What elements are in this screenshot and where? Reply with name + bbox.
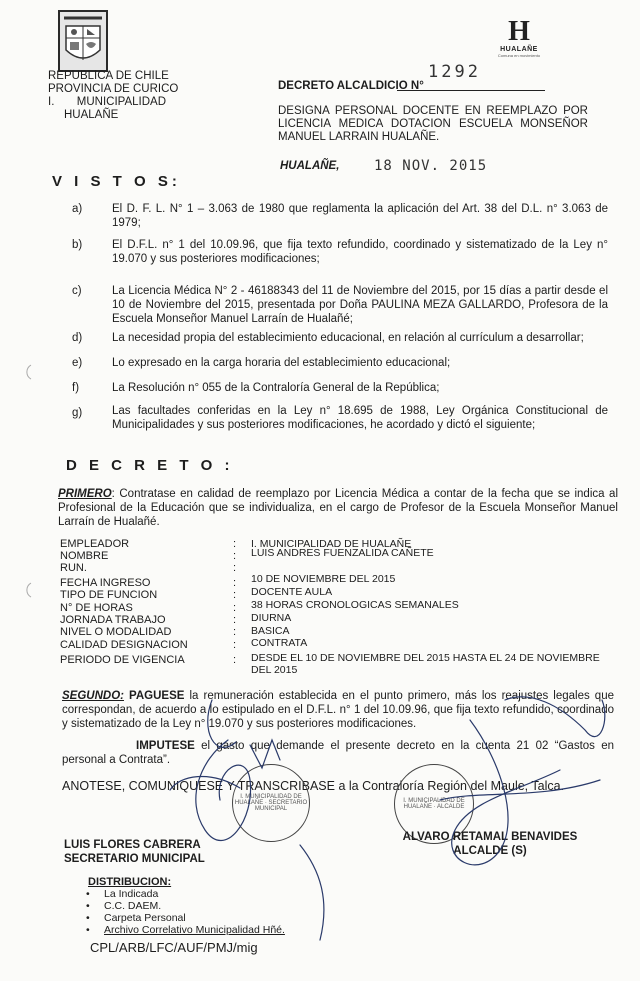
distribution-item: • Carpeta Personal xyxy=(86,912,285,924)
header-line: HUALAÑE xyxy=(48,109,119,121)
vistos-item: Lo expresado en la carga horaria del establecimiento educacional; xyxy=(112,357,451,369)
field-value: 10 DE NOVIEMBRE DEL 2015 xyxy=(251,573,396,585)
distribution-heading: DISTRIBUCION: xyxy=(88,876,172,888)
field-colon: : xyxy=(233,538,237,550)
field-label: CALIDAD DESIGNACION xyxy=(60,639,188,651)
field-value: BASICA xyxy=(251,625,290,637)
field-value: I. MUNICIPALIDAD DE HUALAÑE xyxy=(251,538,412,550)
stamp-text: I. MUNICIPALIDAD DE HUALAÑE · SECRETARIO MUNICIPAL xyxy=(234,794,308,812)
imputese-verb: IMPUTESE xyxy=(136,740,195,752)
distribution-list xyxy=(86,888,285,936)
vistos-heading: V I S T O S: xyxy=(52,173,181,190)
field-value: DIURNA xyxy=(251,612,292,624)
header-line: PROVINCIA DE CURICO xyxy=(48,83,179,95)
signatory-name: LUIS FLORES CABRERA xyxy=(64,839,201,851)
field-colon: : xyxy=(233,626,237,638)
brand-subtitle: Comuna en movimiento xyxy=(497,53,541,58)
field-label: TIPO DE FUNCION xyxy=(60,589,158,601)
vistos-item: El D.F.L. n° 1 del 10.09.96, que fija texto refundido, coordinado y sistematizado de la Ley n° 19.070 y sus posteriores modificaciones; xyxy=(112,239,608,265)
signatory-name: ALVARO RETAMAL BENAVIDES xyxy=(402,831,578,843)
vistos-letter: c) xyxy=(72,285,82,297)
field-label: N° DE HORAS xyxy=(60,602,133,614)
signatory-title: ALCALDE (S) xyxy=(453,845,527,857)
vistos-item: La necesidad propia del establecimiento educacional, en relación al currículum a desarrollar; xyxy=(112,332,584,344)
imputese-paragraph xyxy=(62,739,614,767)
primero-text: : Contratase en calidad de reemplazo por Licencia Médica a contar de la fecha que se indica al Profesional de la Educación que se individualiza, en el cargo de Profesor de la Escuela Monseñor Manuel Larraín de Hualañé. xyxy=(58,488,618,528)
brand-mark: H xyxy=(508,16,530,47)
field-label: NOMBRE xyxy=(60,550,109,562)
brand-title: HUALAÑE xyxy=(500,46,538,53)
field-value: CONTRATA xyxy=(251,637,308,649)
field-colon: : xyxy=(233,550,237,562)
anotese-line: ANOTESE, COMUNIQUESE Y TRANSCRIBASE a la Contraloría Región del Maule, Talca. xyxy=(62,779,565,793)
vistos-item: Las facultades conferidas en la Ley n° 18.695 de 1988, Ley Orgánica Constitucional de Municipalidades y sus posteriores modificaciones, he acordado y dictó el siguiente; xyxy=(112,405,608,431)
decree-number-stamp: 1292 xyxy=(428,62,481,82)
vistos-item: La Licencia Médica N° 2 - 46188343 del 11 de Noviembre del 2015, por 15 días a partir desde el 10 de Noviembre del 2015, presentada por Doña PAULINA MEZA GALLARDO, Profesora de la Escuela Monseñor Manuel Larraín de Hualañé; xyxy=(112,285,608,325)
segundo-label: SEGUNDO: xyxy=(62,690,124,702)
decree-number-line xyxy=(397,90,545,91)
vistos-letter: e) xyxy=(72,357,83,369)
primero-paragraph xyxy=(58,487,618,529)
mayor-signature-block xyxy=(390,830,590,858)
secretary-signature-block xyxy=(64,838,205,866)
stamp-text: I. MUNICIPALIDAD DE HUALAÑE · ALCALDE xyxy=(403,798,465,810)
secretary-seal-stamp xyxy=(232,764,310,842)
decree-date-stamp: 18 NOV. 2015 xyxy=(374,158,488,174)
vistos-letter: d) xyxy=(72,332,83,344)
imputese-text: el gasto que demande el presente decreto en la cuenta 21 02 “Gastos en personal a Contrata”. xyxy=(62,740,614,766)
vistos-item: La Resolución n° 055 de la Contraloría General de la República; xyxy=(112,382,440,394)
field-colon: : xyxy=(233,614,237,626)
vistos-item: El D. F. L. N° 1 – 3.063 de 1980 que reglamenta la aplicación del Art. 38 del D.L. n° 3.063 de 1979; xyxy=(112,203,608,229)
hole-punch-mark xyxy=(16,580,36,600)
segundo-paragraph xyxy=(62,689,614,731)
field-colon: : xyxy=(233,589,237,601)
signatory-title: SECRETARIO MUNICIPAL xyxy=(64,853,205,865)
field-label: NIVEL O MODALIDAD xyxy=(60,626,172,638)
vistos-letter: b) xyxy=(72,239,83,251)
field-label: FECHA INGRESO xyxy=(60,577,151,589)
municipal-coat-of-arms-logo xyxy=(58,10,108,72)
vistos-letter: g) xyxy=(72,407,83,419)
hualane-brand-logo xyxy=(496,18,542,58)
segundo-text: la remuneración establecida en el punto primero, más los reajustes legales que correspondan, de acuerdo a lo estipulado en el D.F.L. n° 1 del 10.09.96, que fija texto refundido, coordinado y sistematizado de la Ley n° 19.070 y sus posteriores modificaciones. xyxy=(62,690,614,730)
field-value: 38 HORAS CRONOLOGICAS SEMANALES xyxy=(251,599,459,611)
field-colon: : xyxy=(233,639,237,651)
field-label: EMPLEADOR xyxy=(60,538,130,550)
initials-line: CPL/ARB/LFC/AUF/PMJ/mig xyxy=(90,940,258,955)
issuer-header xyxy=(48,70,178,122)
field-label: JORNADA TRABAJO xyxy=(60,614,166,626)
field-value: DOCENTE AULA xyxy=(251,586,333,598)
field-colon: : xyxy=(233,602,237,614)
field-colon: : xyxy=(233,654,237,666)
distribution-item: • C.C. DAEM. xyxy=(86,900,285,912)
field-label: PERIODO DE VIGENCIA xyxy=(60,654,185,666)
vistos-letter: f) xyxy=(72,382,80,394)
distribution-item: • La Indicada xyxy=(86,888,285,900)
segundo-verb: PAGUESE xyxy=(129,690,185,702)
primero-label: PRIMERO xyxy=(58,488,112,500)
field-colon: : xyxy=(233,577,237,589)
decree-place: HUALAÑE, xyxy=(280,160,340,172)
vistos-letter: a) xyxy=(72,203,83,215)
decree-label: DECRETO ALCALDICIO N° xyxy=(278,80,424,92)
field-label: RUN. xyxy=(60,562,87,574)
decree-subject: DESIGNA PERSONAL DOCENTE EN REEMPLAZO POR LICENCIA MEDICA DOTACION ESCUELA MONSEÑOR MANUEL LARRAIN HUALAÑE. xyxy=(278,105,588,143)
distribution-item: • Archivo Correlativo Municipalidad Hñé. xyxy=(86,924,285,936)
field-colon: : xyxy=(233,562,237,574)
decreto-heading: D E C R E T O : xyxy=(66,457,234,474)
field-value: DESDE EL 10 DE NOVIEMBRE DEL 2015 HASTA EL 24 DE NOVIEMBRE DEL 2015 xyxy=(251,652,600,676)
header-line: REPUBLICA DE CHILE xyxy=(48,70,169,82)
header-line: I. MUNICIPALIDAD xyxy=(48,96,166,108)
field-value: LUIS ANDRES FUENZALIDA CAÑETE xyxy=(251,547,434,559)
hole-punch-mark xyxy=(16,362,36,382)
